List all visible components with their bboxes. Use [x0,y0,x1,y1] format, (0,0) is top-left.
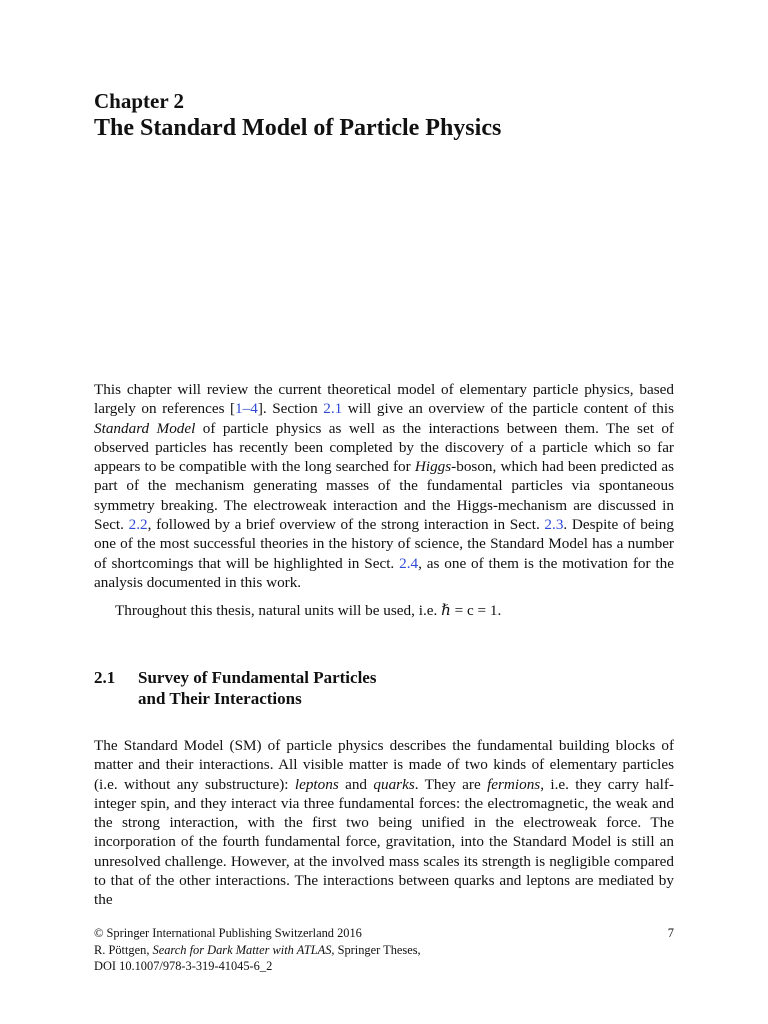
standard-model-paragraph [94,736,674,910]
emphasis-higgs: Higgs [414,458,452,476]
section-heading [94,667,376,709]
section-link-2-3[interactable]: 2.3 [544,516,564,534]
section-link-2-4[interactable]: 2.4 [399,554,419,572]
intro-paragraph [94,380,674,592]
intro-text: of particle physics as well as the interactions between them. The set of observed particles has recently been completed by the discovery of a particle which so far appears to be compatible with the long searched for [94,419,674,476]
intro-text: This chapter will review the current theoretical model of elementary particle physics, based largely on references [ [94,381,674,418]
sm-text: and [338,775,374,793]
emphasis-standard-model: Standard Model [94,419,196,437]
section-title-line-1: Survey of Fundamental Particles [138,668,377,687]
citation-series: , Springer Theses, [331,942,421,957]
intro-text: will give an overview of the particle content of this [342,400,674,418]
section-link-2-2[interactable]: 2.2 [128,516,148,534]
doi-line[interactable]: DOI 10.1007/978-3-319-41045-6_2 [94,959,273,973]
reference-link-1[interactable]: 1 [235,400,243,418]
sm-text: . They are [414,775,488,793]
natural-units-formula: ℏ = c = 1 [441,602,498,619]
emphasis-leptons: leptons [294,775,339,793]
intro-text: , as one of them is the motivation for the analysis documented in this work. [94,554,675,591]
units-text: Throughout this thesis, natural units will be used, i.e. [115,602,442,619]
intro-text: -boson, which had been predicted as part of the mechanism generating masses of the fundamental particles via spontaneous symmetry breaking. The electroweak interaction and the Higgs-mechanism are discussed in Sect. [94,458,674,534]
page-footer [94,925,674,975]
citation-author: R. Pöttgen, [94,942,153,957]
section-number: 2.1 [94,668,116,687]
units-period: . [497,602,502,619]
citation-line [94,942,674,959]
section-link-2-1[interactable]: 2.1 [323,400,343,418]
reference-range-dash: – [242,400,251,418]
emphasis-fermions: fermions [487,775,541,793]
sm-text: The Standard Model (SM) of particle physics describes the fundamental building blocks of matter and their interactions. All visible matter is made of two kinds of elementary particles (i.e. without any substructure): [94,737,674,793]
citation-book-title: Search for Dark Matter with ATLAS [152,942,332,957]
emphasis-quarks: quarks [373,775,415,793]
intro-text: . Despite of being one of the most successful theories in the history of science, the Standard Model has a number of shortcomings that will be highlighted in Sect. [94,516,674,572]
copyright-notice: © Springer International Publishing Switzerland 2016 [94,926,362,940]
page-number: 7 [667,926,674,940]
sm-text: , i.e. they carry half-integer spin, and they interact via three fundamental forces: the electromagnetic, the weak and the strong interaction, with the first two being unified in the electroweak force. The incorporation of the fourth fundamental force, gravitation, into the Standard Model is still an unresolved challenge. However, at the involved mass scales its strength is negligible compared to that of the other interactions. The interactions between quarks and leptons are mediated by the [94,775,674,909]
chapter-title: The Standard Model of Particle Physics [94,115,502,141]
intro-text: ]. Section [257,400,324,418]
reference-link-4[interactable]: 4 [250,400,258,418]
intro-text: , followed by a brief overview of the strong interaction in Sect. [147,516,545,534]
units-paragraph [94,601,674,620]
chapter-label: Chapter 2 [94,89,185,113]
section-title-line-2: and Their Interactions [138,689,302,708]
